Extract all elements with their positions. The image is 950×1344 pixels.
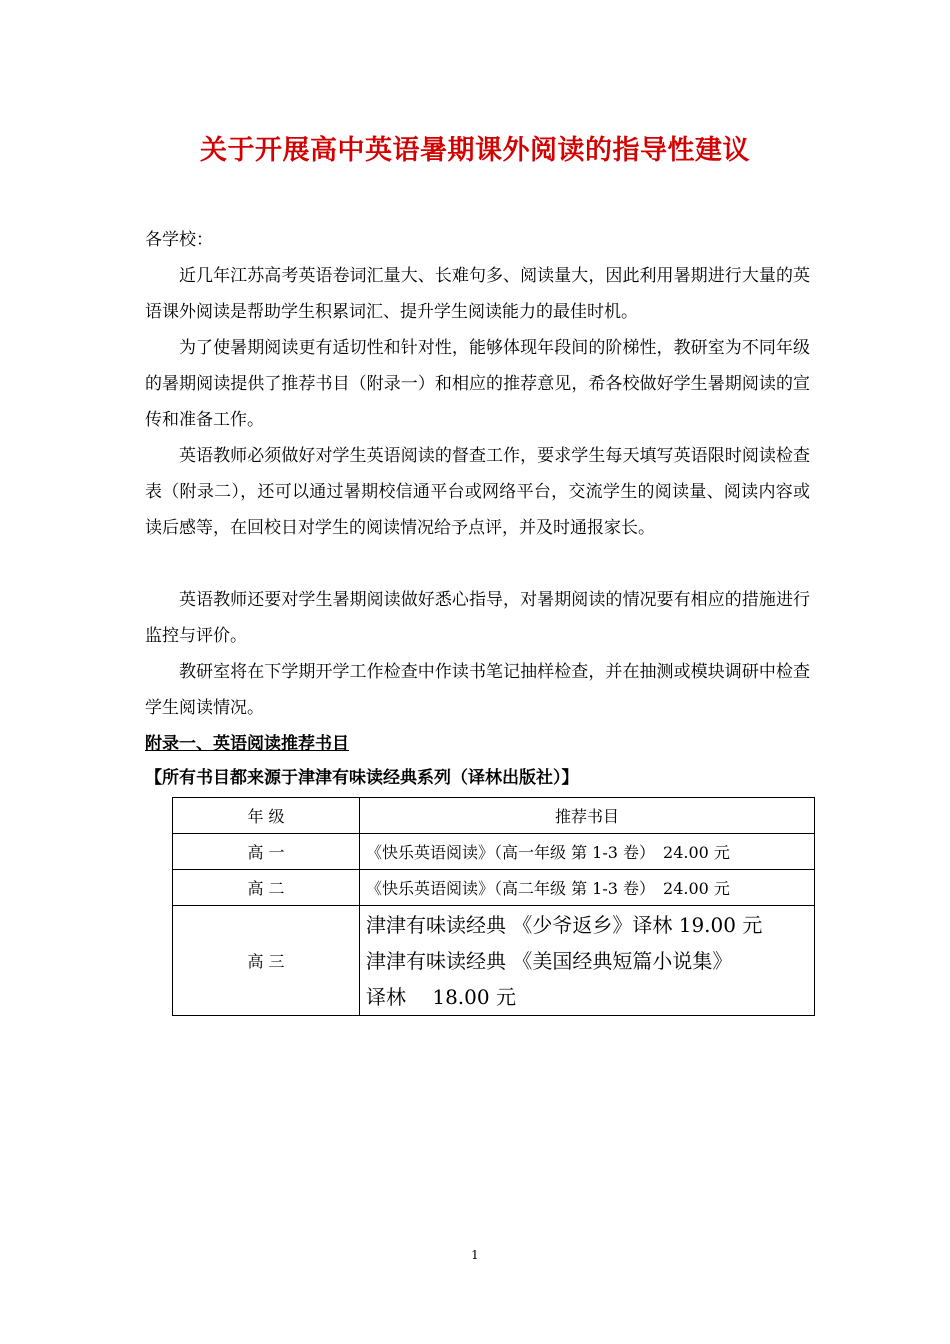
document-title: 关于开展高中英语暑期课外阅读的指导性建议 [200,135,750,166]
books-cell: 《快乐英语阅读》（高二年级 第 1-3 卷） 24.00 元 [360,870,815,906]
paragraph-3: 英语教师必须做好对学生英语阅读的督查工作，要求学生每天填写英语限时阅读检查表（附录二），还可以通过暑期校信通平台或网络平台，交流学生的阅读量、阅读内容或读后感等，在回校日对学生的阅读情况给予点评，并及时通报家长。 [145,446,810,538]
book-line: 津津有味读经典 《美国经典短篇小说集》 [366,948,733,973]
books-cell: 《快乐英语阅读》（高一年级 第 1-3 卷） 24.00 元 [360,834,815,870]
table-row [173,834,815,870]
paragraph-2: 为了使暑期阅读更有适切性和针对性，能够体现年段间的阶梯性，教研室为不同年级的暑期阅读提供了推荐书目（附录一）和相应的推荐意见，希各校做好学生暑期阅读的宣传和准备工作。 [145,338,810,430]
appendix-heading: 附录一、英语阅读推荐书目 [145,734,349,754]
grade-cell: 高 三 [173,906,360,1016]
paragraph-1: 近几年江苏高考英语卷词汇量大、长难句多、阅读量大，因此利用暑期进行大量的英语课外阅读是帮助学生积累词汇、提升学生阅读能力的最佳时机。 [145,266,810,322]
grade-cell: 高 一 [173,834,360,870]
table-row [173,870,815,906]
recommended-books-table [172,797,815,1016]
paragraph-4: 英语教师还要对学生暑期阅读做好悉心指导，对暑期阅读的情况要有相应的措施进行监控与评价。 [145,590,810,646]
books-cell [360,906,815,1016]
source-note: 【所有书目都来源于津津有味读经典系列（译林出版社）】 [145,768,579,788]
paragraph-5: 教研室将在下学期开学工作检查中作读书笔记抽样检查，并在抽测或模块调研中检查学生阅读情况。 [145,662,810,718]
book-line: 译林 18.00 元 [366,984,516,1009]
table-header-row [173,798,815,834]
header-grade: 年 级 [173,798,360,834]
grade-cell: 高 二 [173,870,360,906]
book-line: 津津有味读经典 《少爷返乡》译林 19.00 元 [366,912,763,937]
table-row [173,906,815,1016]
salutation: 各学校： [145,230,213,250]
page-number: 1 [471,1248,479,1262]
header-books: 推荐书目 [360,798,815,834]
